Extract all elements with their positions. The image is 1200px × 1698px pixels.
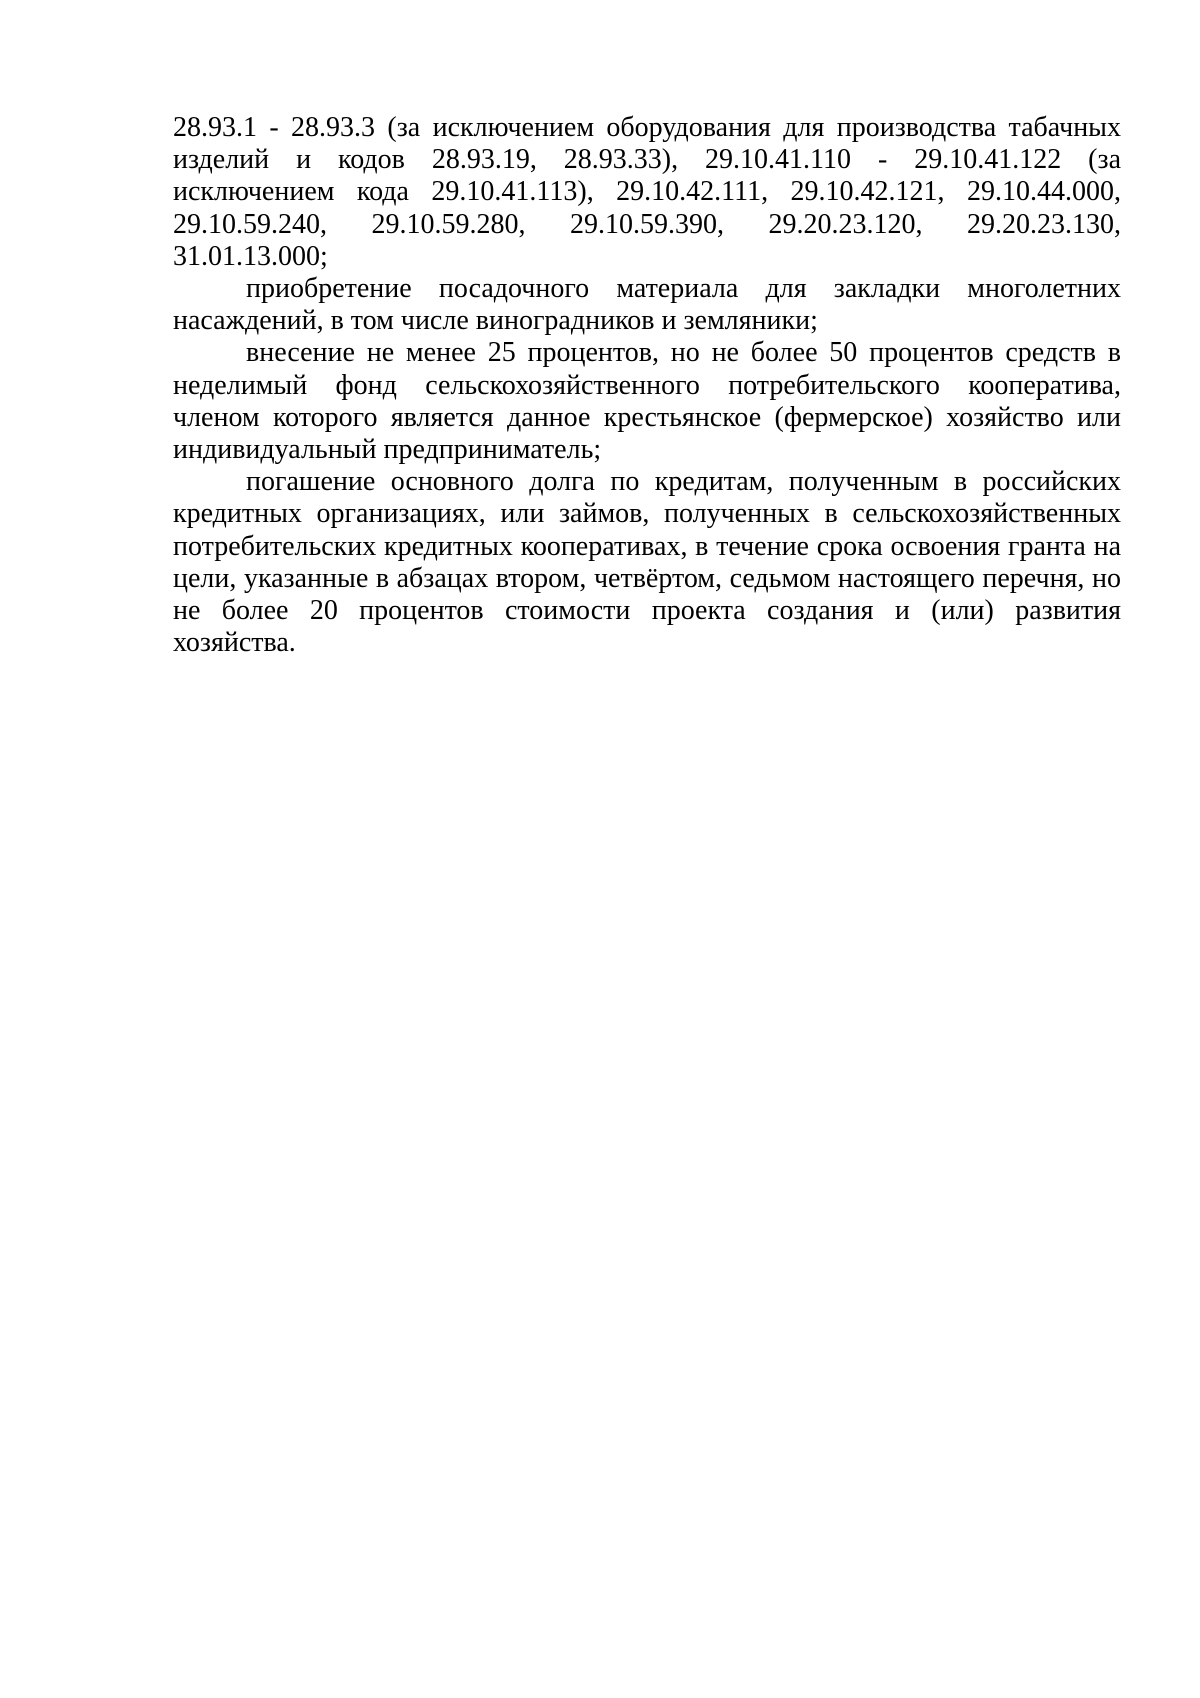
paragraph-planting-material: приобретение посадочного материала для закладки многолетних насаждений, в том числе виноградников и земляники; bbox=[173, 273, 1121, 337]
paragraph-loan-repayment: погашение основного долга по кредитам, полученным в российских кредитных организациях, или займов, полученных в сельскохозяйственных потребительских кредитных кооперативах, в течение срока освоения гранта на цели, указанные в абзацах втором, четвёртом, седьмом настоящего перечня, но не более 20 процентов стоимости проекта создания и (или) развития хозяйства. bbox=[173, 466, 1121, 659]
paragraph-cooperative-fund: внесение не менее 25 процентов, но не более 50 процентов средств в неделимый фонд сельскохозяйственного потребительского кооператива, членом которого является данное крестьянское (фермерское) хозяйство или индивидуальный предприниматель; bbox=[173, 337, 1121, 466]
paragraph-codes-list: 28.93.1 - 28.93.3 (за исключением оборудования для производства табачных изделий и кодов 28.93.19, 28.93.33), 29.10.41.110 - 29.10.41.122 (за исключением кода 29.10.41.113), 29.10.42.111, 29.10.42.121, 29.10.44.000, 29.10.59.240, 29.10.59.280, 29.10.59.390, 29.20.23.120, 29.20.23.130, 31.01.13.000; bbox=[173, 112, 1121, 272]
document-body bbox=[173, 112, 1121, 659]
